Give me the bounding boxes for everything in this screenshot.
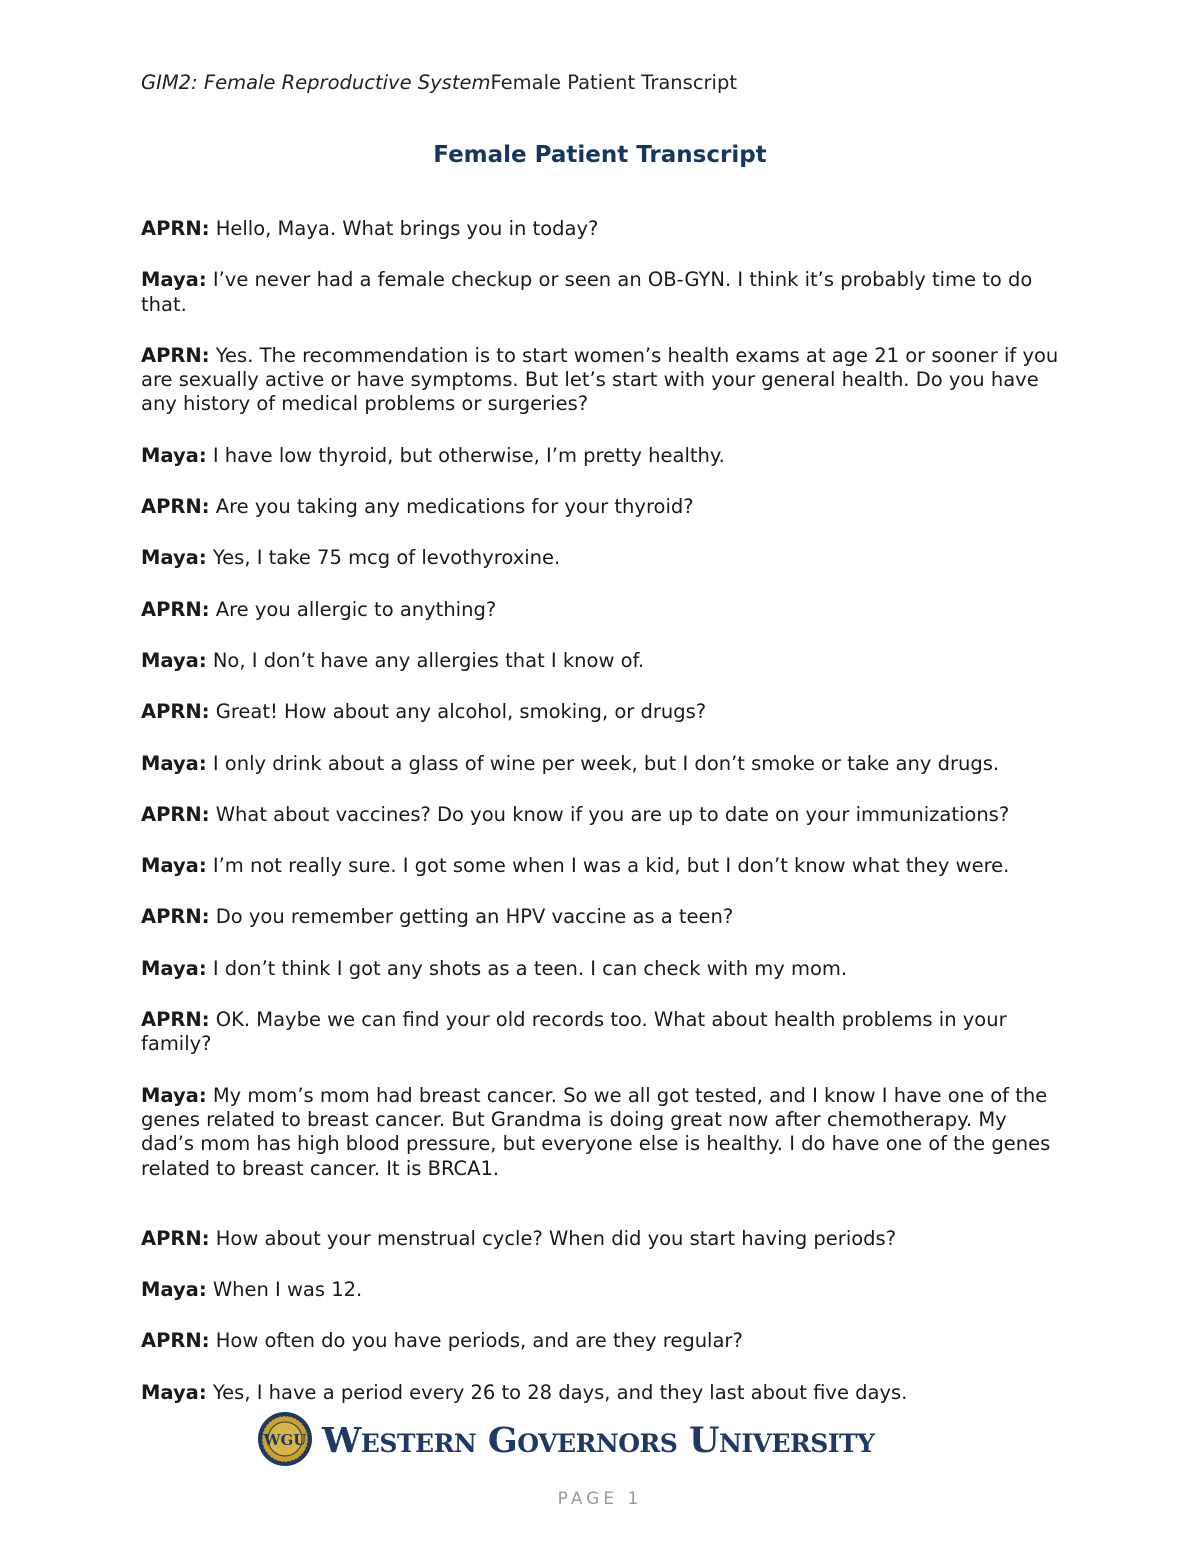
transcript-line-maya (141, 854, 1061, 878)
utterance-text: What about vaccines? Do you know if you are up to date on your immunizations? (209, 802, 1010, 826)
transcript-line-aprn (141, 495, 1061, 519)
transcript-line-maya (141, 546, 1061, 570)
speaker-label: Maya: (141, 443, 207, 467)
transcript-line-aprn (141, 217, 1061, 241)
page-number: PAGE 1 (557, 1489, 643, 1509)
speaker-label: APRN: (141, 1226, 210, 1250)
transcript-line-maya (141, 444, 1061, 468)
utterance-text: I don’t think I got any shots as a teen. I can check with my mom. (206, 956, 848, 980)
university-name: Western Governors University (322, 1420, 875, 1461)
speaker-label: Maya: (141, 268, 207, 292)
transcript-line-maya (141, 268, 1061, 317)
university-logo (256, 1410, 916, 1470)
transcript-line-aprn (141, 598, 1061, 622)
utterance-text: Are you taking any medications for your thyroid? (209, 495, 694, 519)
utterance-text: How about your menstrual cycle? When did you start having periods? (209, 1226, 897, 1250)
speaker-label: APRN: (141, 1008, 210, 1032)
speaker-label: Maya: (141, 1380, 207, 1404)
utterance-text: I only drink about a glass of wine per week, but I don’t smoke or take any drugs. (206, 751, 1000, 775)
speaker-label: APRN: (141, 597, 210, 621)
transcript-line-maya (141, 957, 1061, 981)
transcript-line-aprn (141, 1008, 1061, 1057)
utterance-text: I’m not really sure. I got some when I was a kid, but I don’t know what they were. (206, 854, 1010, 878)
svg-text:WGU: WGU (263, 1431, 307, 1449)
utterance-text: When I was 12. (206, 1278, 363, 1302)
utterance-text: Yes. The recommendation is to start women’s health exams at age 21 or sooner if you are sexually active or have symptoms. But let’s start with your general health. Do you have any history of medical problems or surgeries? (141, 343, 1059, 416)
utterance-text: Hello, Maya. What brings you in today? (209, 217, 599, 240)
utterance-text: No, I don’t have any allergies that I know of. (206, 648, 645, 672)
speaker-label: Maya: (141, 854, 207, 878)
header-document-name: Female Patient Transcript (490, 71, 737, 94)
transcript-line-maya (141, 1084, 1061, 1181)
page-header (141, 71, 737, 94)
speaker-label: Maya: (141, 546, 207, 570)
utterance-text: I have low thyroid, but otherwise, I’m pretty healthy. (206, 443, 725, 467)
transcript-line-maya (141, 1381, 1061, 1405)
transcript-line-aprn (141, 905, 1061, 929)
transcript-line-maya (141, 752, 1061, 776)
transcript-line-aprn (141, 700, 1061, 724)
speaker-label: APRN: (141, 217, 210, 240)
speaker-label: Maya: (141, 1083, 207, 1107)
speaker-label: Maya: (141, 1278, 207, 1302)
utterance-text: Yes, I take 75 mcg of levothyroxine. (206, 546, 561, 570)
utterance-text: Great! How about any alcohol, smoking, or drugs? (209, 700, 707, 724)
speaker-label: APRN: (141, 1329, 210, 1353)
university-seal-icon (256, 1410, 314, 1468)
transcript-line-aprn (141, 803, 1061, 827)
speaker-label: APRN: (141, 802, 210, 826)
transcript-line-maya (141, 649, 1061, 673)
speaker-label: APRN: (141, 905, 210, 929)
speaker-label: Maya: (141, 648, 207, 672)
transcript-line-aprn (141, 1329, 1061, 1353)
speaker-label: Maya: (141, 956, 207, 980)
utterance-text: I’ve never had a female checkup or seen an OB-GYN. I think it’s probably time to do that. (141, 268, 1033, 316)
utterance-text: OK. Maybe we can find your old records too. What about health problems in your family? (141, 1008, 1007, 1056)
utterance-text: Are you allergic to anything? (209, 597, 497, 621)
transcript-line-aprn (141, 1227, 1061, 1251)
utterance-text: Do you remember getting an HPV vaccine as a teen? (209, 905, 734, 929)
speaker-label: Maya: (141, 751, 207, 775)
speaker-label: APRN: (141, 495, 210, 519)
header-course-name: GIM2: Female Reproductive System (141, 71, 491, 94)
speaker-label: APRN: (141, 700, 210, 724)
document-title: Female Patient Transcript (433, 142, 767, 168)
utterance-text: My mom’s mom had breast cancer. So we all got tested, and I know I have one of the genes related to breast cancer. But Grandma is doing great now after chemotherapy. My dad’s mom has high blood pressure, but everyone else is healthy. I do have one of the genes related to breast cancer. It is BRCA1. (141, 1083, 1051, 1180)
utterance-text: How often do you have periods, and are they regular? (209, 1329, 743, 1353)
speaker-label: APRN: (141, 343, 210, 367)
transcript-line-aprn (141, 344, 1061, 417)
utterance-text: Yes, I have a period every 26 to 28 days, and they last about five days. (206, 1380, 908, 1404)
transcript (141, 217, 1061, 1405)
transcript-line-maya (141, 1278, 1061, 1302)
